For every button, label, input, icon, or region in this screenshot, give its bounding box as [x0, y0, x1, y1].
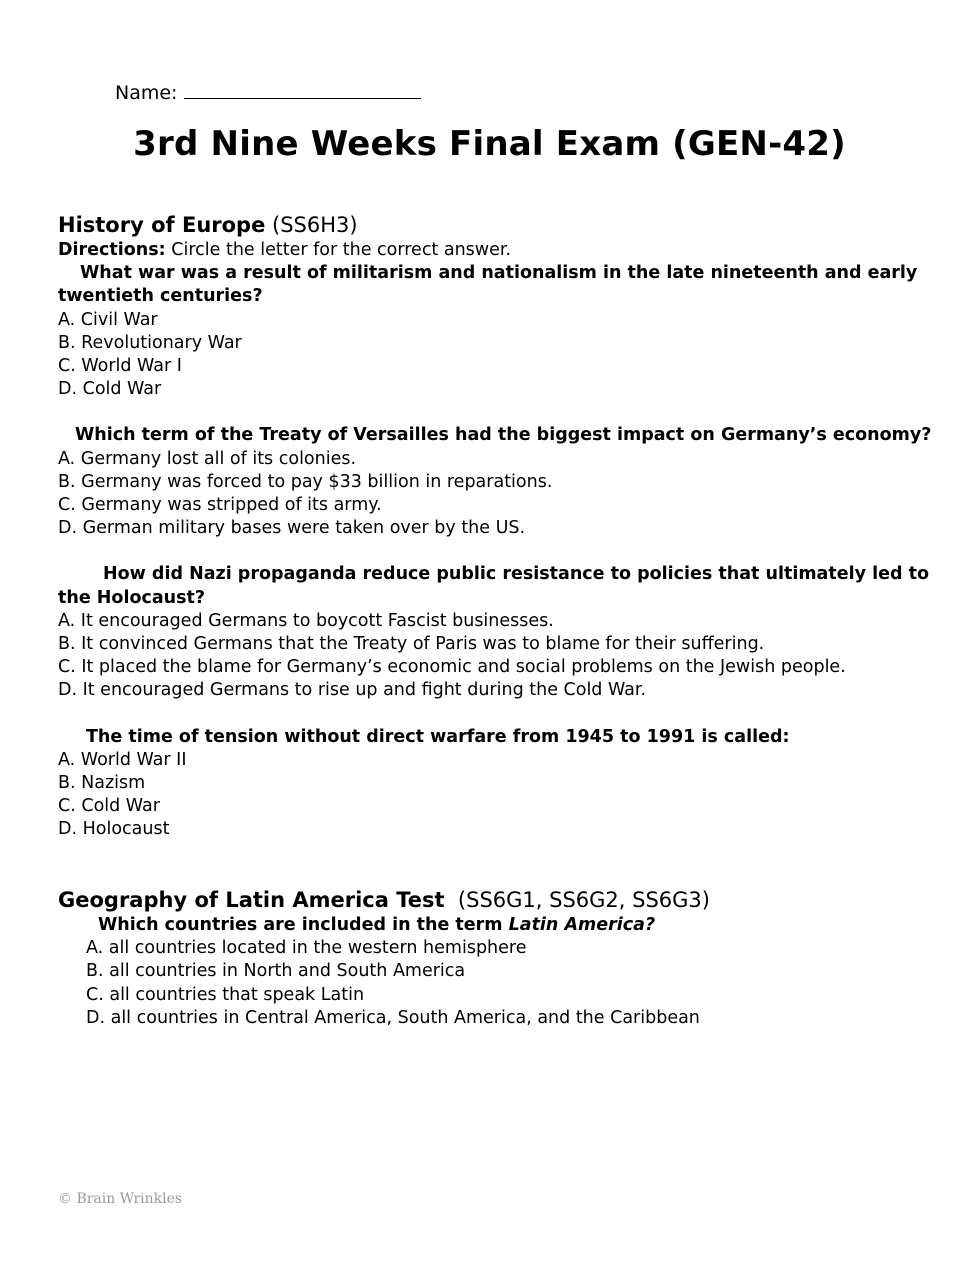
directions-label: Directions:	[58, 240, 166, 260]
directions-text: Circle the letter for the correct answer.	[171, 240, 512, 260]
question-stem: How did Nazi propaganda reduce public resistance to policies that ultimately led to	[103, 564, 929, 585]
section-code: (SS6G1, SS6G2, SS6G3)	[457, 888, 710, 912]
question-emphasis: Latin America?	[508, 915, 656, 935]
answer-option[interactable]: C. It placed the blame for Germany’s economic and social problems on the Jewish people.	[58, 657, 846, 678]
answer-option[interactable]: B. Nazism	[58, 773, 146, 794]
answer-option[interactable]: D. German military bases were taken over by the US.	[58, 518, 526, 539]
question-3	[58, 563, 938, 702]
answer-option[interactable]: B. Revolutionary War	[58, 332, 242, 353]
answer-option[interactable]: A. It encouraged Germans to boycott Fascist businesses.	[58, 610, 554, 631]
section-title: Geography of Latin America Test	[58, 888, 445, 912]
answer-option[interactable]: C. all countries that speak Latin	[86, 984, 365, 1005]
section-code: (SS6H3)	[272, 213, 358, 237]
answer-option[interactable]: A. all countries located in the western hemisphere	[86, 938, 527, 959]
copyright-footer: © Brain Wrinkles	[58, 1191, 183, 1207]
name-blank-line[interactable]	[184, 80, 421, 99]
question-stem: Which term of the Treaty of Versailles had the biggest impact on Germany’s economy?	[75, 425, 932, 446]
name-label: Name:	[115, 82, 178, 104]
section-title: History of Europe	[58, 213, 266, 237]
question-4	[58, 726, 938, 842]
answer-option[interactable]: B. all countries in North and South America	[86, 961, 466, 982]
section-heading	[58, 886, 938, 914]
question-stem-cont: twentieth centuries?	[58, 286, 263, 307]
answer-option[interactable]: D. Holocaust	[58, 819, 170, 840]
section-history-of-europe	[58, 211, 938, 842]
name-field	[115, 80, 421, 104]
question-1	[58, 262, 938, 401]
section-geography-latin-america	[58, 886, 938, 1030]
answer-option[interactable]: B. It convinced Germans that the Treaty of Paris was to blame for their suffering.	[58, 634, 765, 655]
directions	[58, 239, 938, 262]
exam-title: 3rd Nine Weeks Final Exam (GEN-42)	[133, 124, 846, 164]
answer-option[interactable]: A. Germany lost all of its colonies.	[58, 448, 357, 469]
answer-option[interactable]: D. Cold War	[58, 379, 162, 400]
answer-option[interactable]: D. all countries in Central America, South America, and the Caribbean	[86, 1007, 700, 1028]
section-heading	[58, 211, 938, 239]
question-stem: The time of tension without direct warfare from 1945 to 1991 is called:	[86, 726, 790, 747]
question-stem: What war was a result of militarism and nationalism in the late nineteenth and early	[80, 263, 918, 284]
question-stem: Which countries are included in the term Latin America?	[98, 915, 656, 935]
answer-option[interactable]: B. Germany was forced to pay $33 billion in reparations.	[58, 471, 553, 492]
answer-option[interactable]: D. It encouraged Germans to rise up and fight during the Cold War.	[58, 680, 647, 701]
answer-option[interactable]: C. World War I	[58, 356, 182, 377]
answer-option[interactable]: C. Cold War	[58, 796, 160, 817]
answer-option[interactable]: C. Germany was stripped of its army.	[58, 495, 382, 516]
answer-option[interactable]: A. World War II	[58, 749, 187, 770]
question-2	[58, 424, 938, 540]
question-5	[58, 914, 938, 1030]
answer-option[interactable]: A. Civil War	[58, 309, 158, 330]
question-stem-cont: the Holocaust?	[58, 587, 206, 608]
